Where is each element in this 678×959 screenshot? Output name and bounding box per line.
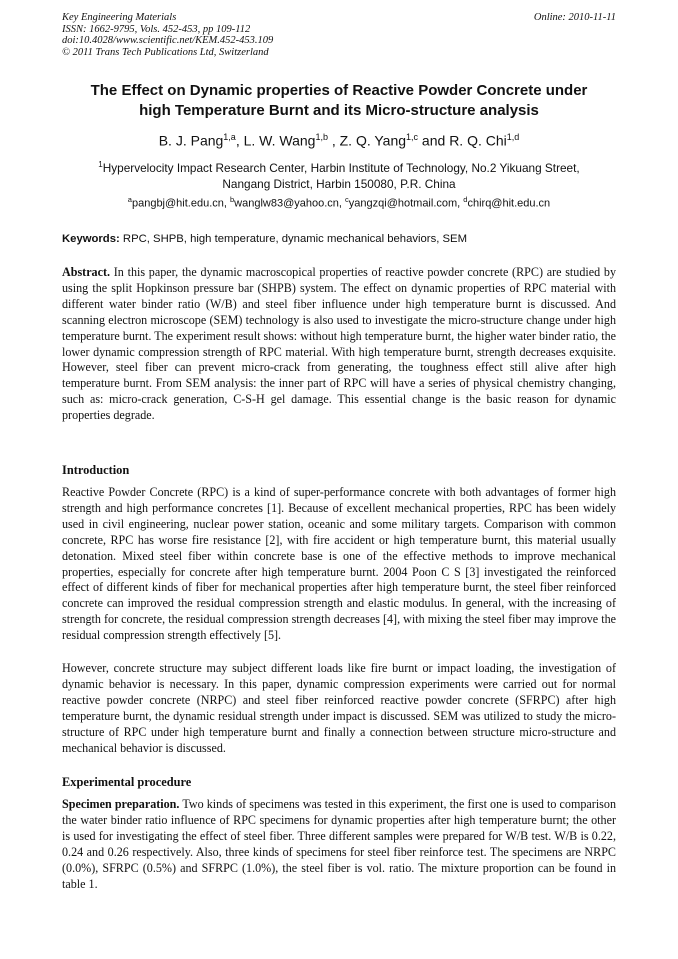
abstract-label: Abstract. bbox=[62, 265, 111, 279]
email-address[interactable]: chirq@hit.edu.cn bbox=[467, 197, 551, 210]
author-sup: 1,b bbox=[315, 132, 328, 142]
author-name: R. Q. Chi bbox=[449, 132, 507, 149]
affiliation-line-1: Hypervelocity Impact Research Center, Harbin Institute of Technology, No.2 Yikuang Street, bbox=[102, 160, 580, 175]
author-list bbox=[40, 128, 638, 150]
keywords bbox=[62, 232, 616, 246]
email-address[interactable]: yangzqi@hotmail.com bbox=[348, 197, 458, 210]
author-sep: , bbox=[327, 132, 340, 149]
author-sep: and bbox=[418, 132, 450, 149]
introduction-paragraph-2: However, concrete structure may subject different loads like fire burnt or impact loading, the investigation of dynamic behavior is necessary. In this paper, dynamic compression experiments were carried out for normal reactive powder concrete (NRPC) and steel fiber reinforced reactive powder concrete (SFRPC) after high temperature burnt, the dynamic residual strength under impact is discussed. SEM was utilized to study the micro-structure of RPC under high temperature burnt and finally a connection between structure micro-structure and mechanical behavior is discussed. bbox=[62, 661, 616, 755]
email-sup: d bbox=[463, 195, 468, 204]
abstract bbox=[62, 265, 616, 424]
issn-line: ISSN: 1662-9795, Vols. 452-453, pp 109-112 bbox=[62, 23, 251, 35]
email-sep: , bbox=[338, 197, 346, 210]
author-sup: 1,a bbox=[223, 132, 236, 142]
online-date: Online: 2010-11-11 bbox=[533, 12, 616, 23]
email-sup: b bbox=[230, 195, 235, 204]
experimental-heading: Experimental procedure bbox=[62, 775, 192, 789]
specimen-preparation-paragraph bbox=[62, 797, 616, 892]
email-address[interactable]: pangbj@hit.edu.cn bbox=[131, 197, 224, 210]
author-sup: 1,c bbox=[406, 132, 419, 142]
journal-header bbox=[62, 12, 616, 58]
author-sup: 1,d bbox=[506, 132, 520, 142]
keywords-label: Keywords: bbox=[62, 233, 120, 245]
email-address[interactable]: wanglw83@yahoo.cn bbox=[234, 197, 339, 210]
author-name: Z. Q. Yang bbox=[339, 132, 407, 149]
specimen-preparation-text: Two kinds of specimens was tested in this experiment, the first one is used to comparison the water binder ratio influence of RPC specimens for dynamic properties after high temperature burnt; the other is used for investigating the effect of steel fiber. Three different samples were prepared for W/B test. W/B is 0.22, 0.24 and 0.26 respectively. Also, three kinds of specimens for steel fiber reinforce test. The specimens are NRPC (0.0%), SFRPC (0.5%) and SFRPC (1.0%), the steel fiber is vol. ratio. The mixture proportion can be found in table 1. bbox=[62, 797, 616, 891]
affiliation-line-2: Nangang District, Harbin 150080, P.R. China bbox=[222, 176, 456, 191]
author-name: L. W. Wang bbox=[243, 132, 316, 149]
keywords-text: RPC, SHPB, high temperature, dynamic mechanical behaviors, SEM bbox=[119, 233, 467, 245]
email-sup: a bbox=[127, 195, 132, 204]
affiliation-sup: 1 bbox=[98, 160, 103, 169]
abstract-text: In this paper, the dynamic macroscopical properties of reactive powder concrete (RPC) are studied by using the split Hopkinson pressure bar (SHPB) system. The effect on dynamic properties of RPC material with different water binder ratio (W/B) and steel fiber influence under high temperature burnt is discussed. And scanning electron microscope (SEM) technology is also used to investigate the micro-structure change under high temperature burnt. The experiment result shows: without high temperature burnt, the higher water binder ratio, the lower dynamic compression strength of RPC material. With high temperature burnt, strength decreases exquisite. However, steel fiber can prevent micro-crack from generating, the toughness effect still alive after high temperature burnt. From SEM analysis: the inner part of RPC will have a series of physical chemistry changing, such as: micro-crack generation, C-S-H gel damage. This essential change is the basic reason for dynamic properties degrade. bbox=[62, 265, 616, 423]
title-line-2: high Temperature Burnt and its Micro-structure analysis bbox=[139, 101, 539, 119]
author-name: B. J. Pang bbox=[158, 132, 224, 149]
journal-name: Key Engineering Materials bbox=[62, 12, 177, 23]
introduction-heading: Introduction bbox=[62, 463, 130, 477]
affiliation bbox=[60, 157, 618, 192]
paper-title bbox=[40, 81, 638, 120]
introduction-paragraph-1: Reactive Powder Concrete (RPC) is a kind of super-performance concrete with both advantages of former high strength and high performance concretes [1]. Because of excellent mechanical properties, RPC has been widely used in civil engineering, nuclear power station, oceanic and some military targets. Comparison with common concrete, RPC has worse fire resistance [2], with fire accident or high temperature burnt, this material usually detonation. Mixed steel fiber within concrete base is one of the effective methods to improve mechanical properties, especially for concrete after high temperature burnt. 2004 Poon C S [3] investigated the reinforced effect of different kinds of fiber for mechanical properties after high temperature burnt, the steel fiber reinforced concrete can improved the residual compression strength and elastic modulus. In general, with the increasing of strength for concrete, the residual compression strength decreases [4], with mixing the steel fiber may improve the residual compression strength effectively [5]. bbox=[62, 485, 616, 643]
email-sup: c bbox=[345, 195, 349, 204]
specimen-preparation-label: Specimen preparation. bbox=[62, 797, 180, 811]
doi-line: doi:10.4028/www.scientific.net/KEM.452-453.109 bbox=[62, 35, 274, 47]
email-sep: , bbox=[457, 197, 464, 210]
copyright-line: © 2011 Trans Tech Publications Ltd, Switzerland bbox=[62, 46, 269, 58]
email-list bbox=[40, 193, 638, 211]
title-line-1: The Effect on Dynamic properties of Reactive Powder Concrete under bbox=[90, 82, 588, 99]
email-sep: , bbox=[223, 197, 230, 210]
author-sep: , bbox=[235, 132, 244, 149]
